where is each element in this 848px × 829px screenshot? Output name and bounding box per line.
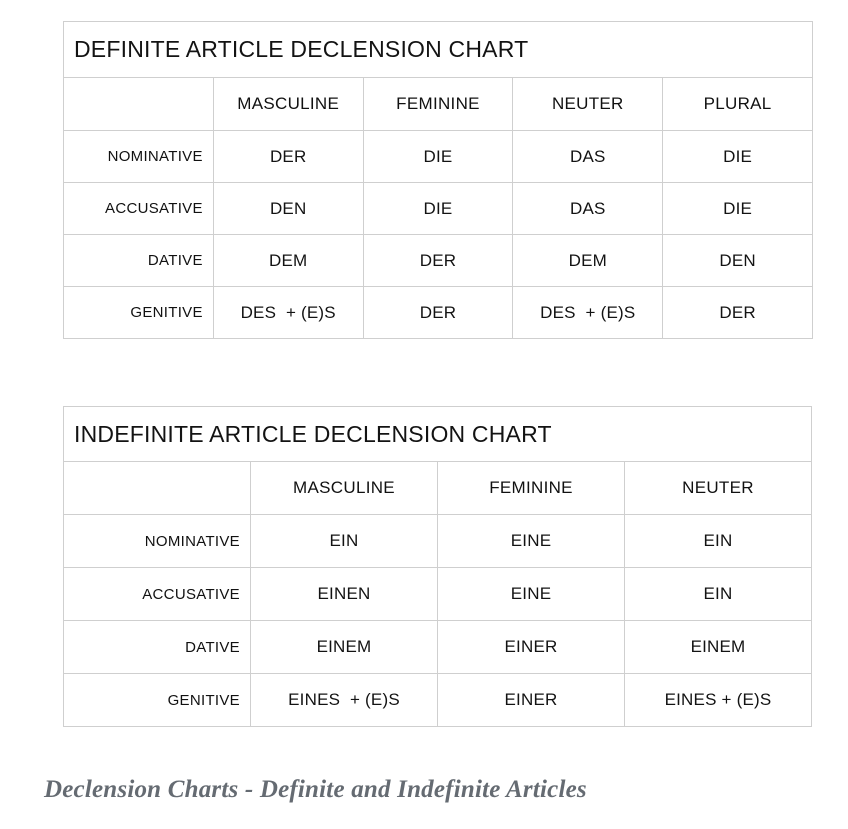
- table-row: [64, 515, 812, 568]
- definite-column-header-feminine: FEMININE: [363, 78, 513, 131]
- indefinite-column-header-masculine: MASCULINE: [251, 462, 438, 515]
- definite-table-title: DEFINITE ARTICLE DECLENSION CHART: [64, 22, 813, 78]
- table-title-row: [64, 407, 812, 462]
- definite-row-label-accusative: ACCUSATIVE: [64, 183, 214, 235]
- indefinite-cell-dative-masculine: EINEM: [251, 621, 438, 674]
- definite-cell-nominative-neuter: DAS: [513, 131, 663, 183]
- definite-cell-nominative-plural: DIE: [663, 131, 813, 183]
- indefinite-cell-accusative-feminine: EINE: [438, 568, 625, 621]
- definite-cell-dative-feminine: DER: [363, 235, 513, 287]
- definite-cell-accusative-feminine: DIE: [363, 183, 513, 235]
- definite-column-header-neuter: NEUTER: [513, 78, 663, 131]
- indefinite-row-label-nominative: NOMINATIVE: [64, 515, 251, 568]
- definite-cell-genitive-plural: DER: [663, 287, 813, 339]
- table-header-row: [64, 462, 812, 515]
- definite-cell-nominative-feminine: DIE: [363, 131, 513, 183]
- indefinite-corner-cell: [64, 462, 251, 515]
- indefinite-cell-dative-feminine: EINER: [438, 621, 625, 674]
- indefinite-cell-nominative-neuter: EIN: [625, 515, 812, 568]
- definite-cell-dative-masculine: DEM: [213, 235, 363, 287]
- indefinite-cell-genitive-masculine: EINES + (E)S: [251, 674, 438, 727]
- table-row: [64, 183, 813, 235]
- indefinite-cell-accusative-masculine: EINEN: [251, 568, 438, 621]
- table-row: [64, 674, 812, 727]
- indefinite-article-declension-table: [63, 406, 812, 727]
- definite-row-label-dative: DATIVE: [64, 235, 214, 287]
- definite-row-label-nominative: NOMINATIVE: [64, 131, 214, 183]
- definite-cell-accusative-masculine: DEN: [213, 183, 363, 235]
- indefinite-row-label-accusative: ACCUSATIVE: [64, 568, 251, 621]
- indefinite-cell-nominative-masculine: EIN: [251, 515, 438, 568]
- indefinite-cell-genitive-feminine: EINER: [438, 674, 625, 727]
- table-row: [64, 131, 813, 183]
- indefinite-cell-nominative-feminine: EINE: [438, 515, 625, 568]
- definite-cell-genitive-masculine: DES + (E)S: [213, 287, 363, 339]
- indefinite-cell-dative-neuter: EINEM: [625, 621, 812, 674]
- definite-cell-genitive-neuter: DES + (E)S: [513, 287, 663, 339]
- table-title-row: [64, 22, 813, 78]
- definite-row-label-genitive: GENITIVE: [64, 287, 214, 339]
- indefinite-cell-accusative-neuter: EIN: [625, 568, 812, 621]
- definite-cell-accusative-plural: DIE: [663, 183, 813, 235]
- definite-corner-cell: [64, 78, 214, 131]
- table-row: [64, 235, 813, 287]
- table-row: [64, 621, 812, 674]
- table-header-row: [64, 78, 813, 131]
- definite-cell-dative-neuter: DEM: [513, 235, 663, 287]
- indefinite-table-title: INDEFINITE ARTICLE DECLENSION CHART: [64, 407, 812, 462]
- indefinite-cell-genitive-neuter: EINES + (E)S: [625, 674, 812, 727]
- figure-caption: Declension Charts - Definite and Indefinite Articles: [44, 776, 587, 803]
- definite-column-header-masculine: MASCULINE: [213, 78, 363, 131]
- definite-cell-dative-plural: DEN: [663, 235, 813, 287]
- table-row: [64, 287, 813, 339]
- definite-cell-accusative-neuter: DAS: [513, 183, 663, 235]
- indefinite-row-label-genitive: GENITIVE: [64, 674, 251, 727]
- indefinite-row-label-dative: DATIVE: [64, 621, 251, 674]
- table-row: [64, 568, 812, 621]
- indefinite-column-header-feminine: FEMININE: [438, 462, 625, 515]
- indefinite-column-header-neuter: NEUTER: [625, 462, 812, 515]
- definite-cell-genitive-feminine: DER: [363, 287, 513, 339]
- definite-article-declension-table: [63, 21, 813, 339]
- definite-cell-nominative-masculine: DER: [213, 131, 363, 183]
- definite-column-header-plural: PLURAL: [663, 78, 813, 131]
